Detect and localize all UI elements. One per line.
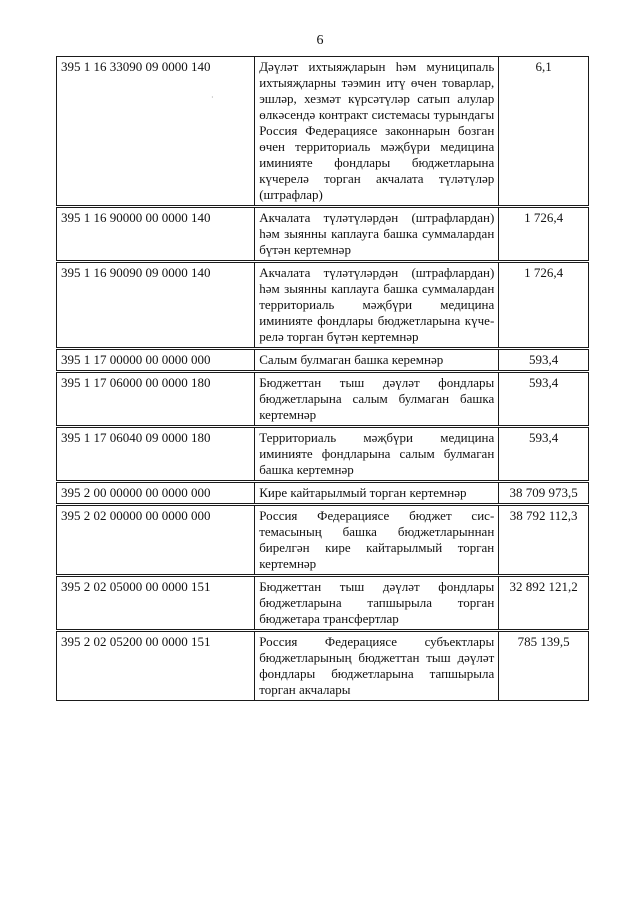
amount-value: 785 139,5 xyxy=(499,631,589,701)
table-row xyxy=(57,631,589,701)
table-row xyxy=(57,576,589,631)
revenue-description: Салым булмаган башка керемнәр xyxy=(255,349,499,372)
table-row xyxy=(57,505,589,576)
revenue-description: Бюджеттан тыш дәүләт фондлары бюджетларына салым булмаган башка кертемнәр xyxy=(255,372,499,427)
table-row xyxy=(57,427,589,482)
amount-value: 32 892 121,2 xyxy=(499,576,589,631)
revenue-description: Россия Федерациясе бюджет системасының башка бюджетларыннан бирелгән кире кайтарылмый торган кертемнәр xyxy=(255,505,499,576)
budget-revenue-table xyxy=(56,56,589,701)
revenue-description: Бюджеттан тыш дәүләт фондлары бюджетларына тапшырыла торган бюджетара трансфертлар xyxy=(255,576,499,631)
classification-code: 395 1 16 33090 09 0000 140 xyxy=(57,57,255,207)
revenue-description: Кире кайтарылмый торган кертемнәр xyxy=(255,482,499,505)
amount-value: 38 709 973,5 xyxy=(499,482,589,505)
revenue-description: Россия Федерациясе субъектлары бюджетларының бюджеттан тыш дәүләт фондлары бюджетларына тапшырыла торган акчалары xyxy=(255,631,499,701)
classification-code: 395 1 17 00000 00 0000 000 xyxy=(57,349,255,372)
classification-code: 395 2 00 00000 00 0000 000 xyxy=(57,482,255,505)
amount-value: 593,4 xyxy=(499,372,589,427)
classification-code: 395 1 17 06000 00 0000 180 xyxy=(57,372,255,427)
revenue-description: Акчалата түләтүләрдән (штрафлардан) һәм зыянны каплауга башка суммалардан бүтән кертемнәр xyxy=(255,207,499,262)
amount-value: 593,4 xyxy=(499,349,589,372)
classification-code: 395 2 02 00000 00 0000 000 xyxy=(57,505,255,576)
table-row xyxy=(57,207,589,262)
classification-code: 395 2 02 05200 00 0000 151 xyxy=(57,631,255,701)
classification-code: 395 1 16 90090 09 0000 140 xyxy=(57,262,255,349)
scan-mark: · xyxy=(211,93,214,102)
revenue-description: Дәүләт ихтыяҗларын һәм муниципаль ихтыяҗларны тәэмин итү өчен товарлар, эшләр, хезмәт күрсәтүләр сатып алулар өлкәсендә контракт системасы турындагы Россия Федерациясе законнарын бозган өчен территориаль мәҗбүри медицина иминияте фондлары бюджетларына күчерелә торган акчалата түләтүләр (штрафлар) xyxy=(255,57,499,207)
table-row xyxy=(57,372,589,427)
classification-code: 395 2 02 05000 00 0000 151 xyxy=(57,576,255,631)
amount-value: 593,4 xyxy=(499,427,589,482)
amount-value: 1 726,4 xyxy=(499,207,589,262)
amount-value: 38 792 112,3 xyxy=(499,505,589,576)
page-number: 6 xyxy=(316,33,324,48)
table-row xyxy=(57,482,589,505)
table-row xyxy=(57,349,589,372)
classification-code: 395 1 17 06040 09 0000 180 xyxy=(57,427,255,482)
table-row xyxy=(57,57,589,207)
revenue-description: Территориаль мәҗбүри медицина иминияте фондларына салым булмаган башка кертемнәр xyxy=(255,427,499,482)
amount-value: 6,1 xyxy=(499,57,589,207)
classification-code: 395 1 16 90000 00 0000 140 xyxy=(57,207,255,262)
revenue-description: Акчалата түләтүләрдән (штрафлардан) һәм зыянны каплауга башка суммалардан территориаль мәҗбүри медицина иминияте фондлары бюджетларына күчерелә торган бүтән кертемнәр xyxy=(255,262,499,349)
table-row xyxy=(57,262,589,349)
amount-value: 1 726,4 xyxy=(499,262,589,349)
